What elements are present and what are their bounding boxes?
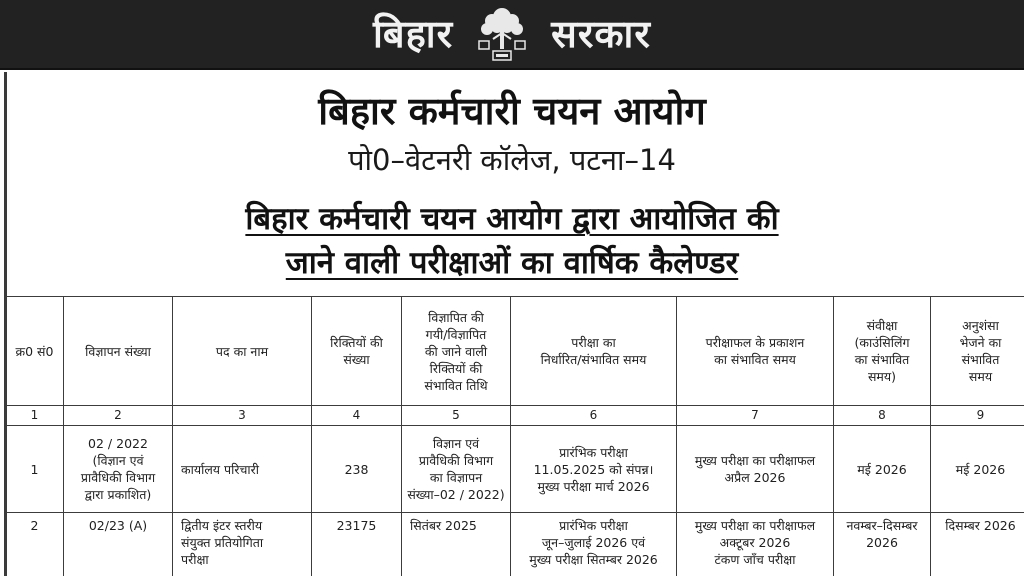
column-header: [677, 297, 834, 406]
banner-left-word: बिहार: [373, 12, 454, 56]
cell-exam-time: [511, 513, 677, 576]
cell-advt-date: [402, 426, 511, 513]
column-number: [834, 406, 931, 426]
cell-advt-date-line: का विज्ञापन: [429, 470, 483, 485]
bihar-sarkar-banner: [0, 0, 1024, 70]
org-address: पो0–वेटनरी कॉलेज, पटना–14: [348, 143, 676, 177]
cell-counselling-line: 2026: [866, 535, 898, 550]
column-header: [511, 297, 677, 406]
cell-post: [173, 426, 312, 513]
column-header-line: परीक्षा का: [571, 335, 616, 350]
column-header-line: का संभावित: [854, 352, 910, 367]
column-header-line: (काउंसिलिंग: [854, 335, 910, 350]
column-header-line: संभावित: [961, 352, 1000, 367]
column-header-line: का संभावित समय: [714, 352, 796, 367]
banner-right-word: सरकार: [551, 12, 651, 56]
cell-sl: [6, 513, 64, 576]
cell-post-line: संयुक्त प्रतियोगिता: [181, 535, 264, 550]
cell-advt-date-line: सितंबर 2025: [410, 518, 477, 533]
column-header-line: संख्या: [343, 352, 370, 367]
cell-advt-date-line: विज्ञान एवं: [432, 436, 480, 451]
column-number-line: 2: [114, 408, 122, 422]
column-header-line: निर्धारित/संभावित समय: [540, 352, 647, 367]
column-header: [402, 297, 511, 406]
cell-advt-no-line: 02/23 (A): [88, 518, 148, 533]
cell-advt-no-line: (विज्ञान एवं: [92, 453, 144, 468]
cell-exam-time-line: प्रारंभिक परीक्षा: [559, 444, 628, 460]
cell-counselling-line: मई 2026: [857, 461, 907, 477]
column-number-line: 4: [352, 408, 361, 422]
bihar-bodhi-tree-emblem-icon: [471, 3, 533, 65]
column-header-line: गयी/विज्ञापित: [425, 326, 487, 342]
cell-exam-time-line: मुख्य परीक्षा मार्च 2026: [537, 478, 650, 494]
column-header-line: भेजने का: [959, 335, 1002, 350]
cell-sl: [6, 426, 64, 513]
cell-exam-time-line: जून–जुलाई 2026 एवं: [541, 535, 646, 550]
table-row: [6, 426, 1024, 513]
cell-vacancies-line: 238: [344, 461, 369, 477]
cell-recommendation-line: मई 2026: [955, 461, 1006, 477]
column-header-line: रिक्तियों की: [330, 335, 383, 350]
column-header-line: विज्ञापित की: [428, 309, 484, 325]
cell-recommendation-line: दिसम्बर 2026: [945, 518, 1016, 533]
column-number: [931, 406, 1024, 426]
cell-post-line: द्वितीय इंटर स्तरीय: [181, 518, 263, 533]
cell-sl-line: 1: [30, 461, 39, 477]
cell-counselling-line: नवम्बर–दिसम्बर: [846, 518, 918, 533]
calendar-title-line-1: बिहार कर्मचारी चयन आयोग द्वारा आयोजित की: [245, 201, 779, 237]
column-header-line: समय): [867, 369, 897, 384]
exam-calendar-table: [5, 296, 1024, 576]
column-number-row: [6, 406, 1024, 426]
column-number-line: 1: [30, 408, 39, 422]
table-row: [6, 513, 1024, 576]
cell-counselling: [834, 513, 931, 576]
column-number: [511, 406, 677, 426]
cell-advt-no: [64, 426, 173, 513]
column-header-line: संभावित तिथि: [424, 377, 488, 393]
cell-advt-date-line: प्रावैधिकी विभाग: [418, 453, 494, 468]
cell-advt-no-line: द्वारा प्रकाशित): [84, 487, 152, 502]
column-header-line: परीक्षाफल के प्रकाशन: [705, 335, 805, 350]
column-number-line: 7: [751, 408, 759, 422]
column-number-line: 3: [238, 408, 246, 422]
column-number: [312, 406, 402, 426]
column-header-line: अनुशंसा: [962, 318, 999, 333]
column-number-line: 9: [976, 408, 985, 422]
column-number: [677, 406, 834, 426]
column-header: [64, 297, 173, 406]
org-title: बिहार कर्मचारी चयन आयोग: [318, 89, 706, 133]
column-header: [931, 297, 1024, 406]
table-header-row: [6, 297, 1024, 406]
column-number-line: 6: [589, 408, 598, 422]
cell-advt-date: [402, 513, 511, 576]
cell-result-time: [677, 426, 834, 513]
cell-result-time: [677, 513, 834, 576]
column-header-line: विज्ञापन संख्या: [85, 343, 151, 359]
column-number-line: 8: [878, 408, 886, 422]
cell-advt-date-line: संख्या–02 / 2022): [407, 487, 505, 502]
cell-advt-no-line: प्रावैधिकी विभाग: [80, 470, 156, 485]
cell-sl-line: 2: [30, 518, 39, 533]
cell-result-time-line: टंकण जाँच परीक्षा: [714, 552, 796, 567]
column-header-line: संवीक्षा: [866, 318, 898, 333]
cell-exam-time: [511, 426, 677, 513]
cell-exam-time-line: 11.05.2025 को संपन्न।: [533, 461, 654, 477]
cell-post-line: परीक्षा: [181, 552, 209, 567]
calendar-title-line-2: जाने वाली परीक्षाओं का वार्षिक कैलेण्डर: [285, 245, 739, 281]
column-header-line: पद का नाम: [215, 343, 269, 359]
cell-post-line: कार्यालय परिचारी: [181, 461, 259, 477]
cell-vacancies: [312, 426, 402, 513]
column-number: [6, 406, 64, 426]
column-header-line: समय: [968, 369, 993, 384]
column-header: [312, 297, 402, 406]
column-header: [834, 297, 931, 406]
cell-result-time-line: अक्टूबर 2026: [719, 535, 791, 550]
cell-recommendation: [931, 513, 1024, 576]
column-header: [173, 297, 312, 406]
cell-exam-time-line: प्रारंभिक परीक्षा: [559, 518, 628, 533]
column-number: [173, 406, 312, 426]
cell-result-time-line: मुख्य परीक्षा का परीक्षाफल: [694, 518, 816, 533]
cell-vacancies: [312, 513, 402, 576]
column-header-line: क्र0 सं0: [15, 343, 54, 359]
cell-result-time-line: मुख्य परीक्षा का परीक्षाफल: [694, 453, 816, 468]
column-header: [6, 297, 64, 406]
cell-counselling: [834, 426, 931, 513]
cell-exam-time-line: मुख्य परीक्षा सितम्बर 2026: [529, 552, 658, 567]
column-number: [64, 406, 173, 426]
cell-advt-no-line: 02 / 2022: [88, 436, 148, 451]
cell-advt-no: [64, 513, 173, 576]
column-number: [402, 406, 511, 426]
column-header-line: की जाने वाली: [424, 343, 488, 359]
cell-post: [173, 513, 312, 576]
cell-result-time-line: अप्रैल 2026: [724, 470, 786, 485]
cell-vacancies-line: 23175: [336, 518, 377, 533]
column-number-line: 5: [452, 408, 460, 422]
cell-recommendation: [931, 426, 1024, 513]
column-header-line: रिक्तियों की: [429, 360, 483, 376]
